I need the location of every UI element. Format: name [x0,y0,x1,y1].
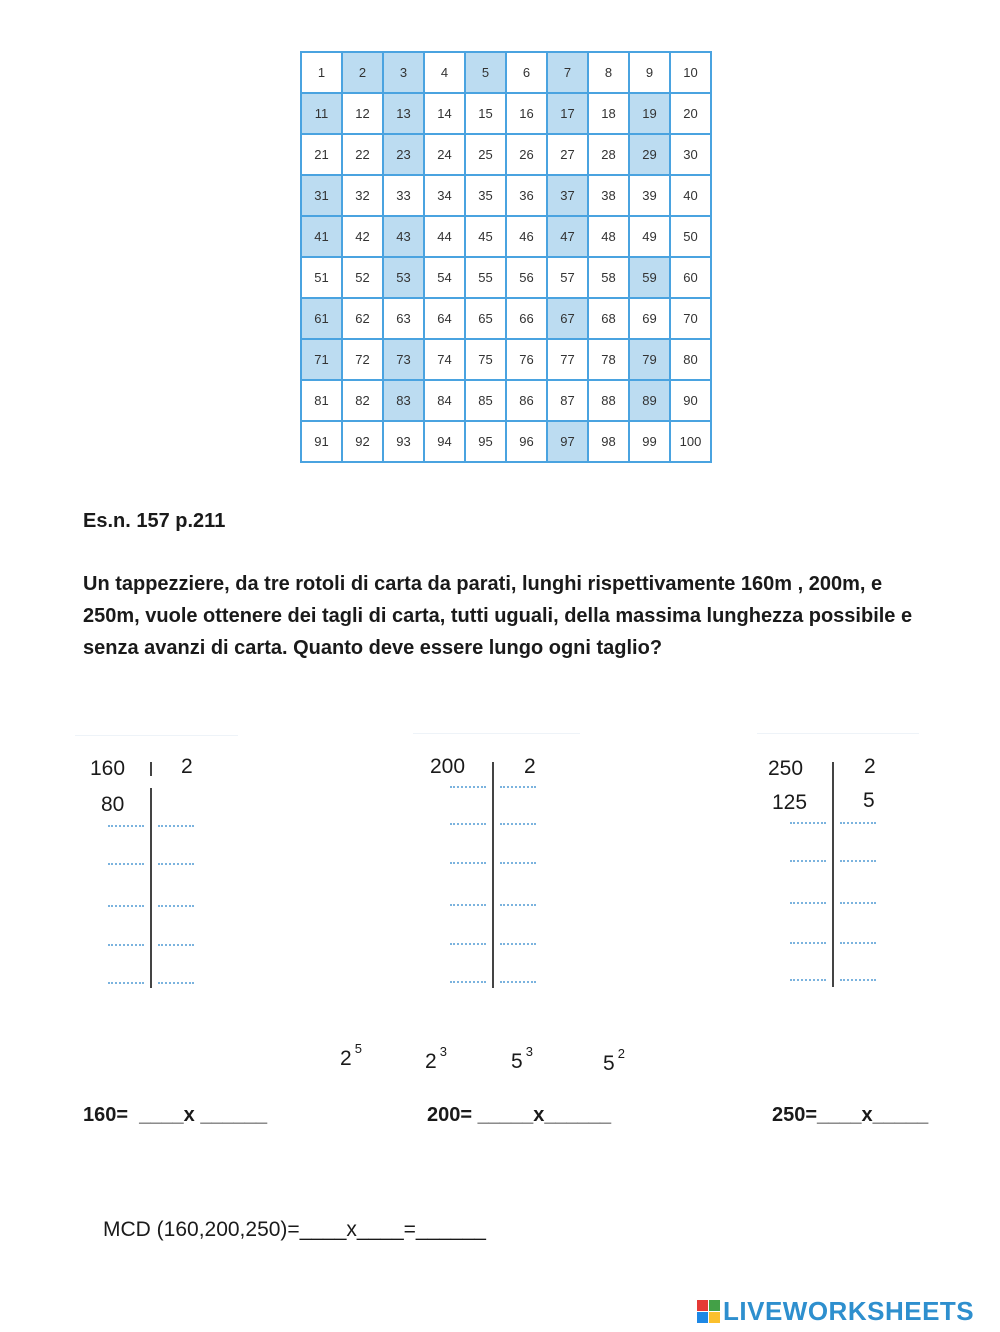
tree-divider-line [492,762,494,988]
grid-cell: 71 [302,340,341,379]
blank-quotient[interactable] [108,863,144,865]
grid-cell: 36 [507,176,546,215]
grid-cell: 75 [466,340,505,379]
grid-cell: 14 [425,94,464,133]
tree-divider-line [150,788,152,988]
grid-cell: 44 [425,217,464,256]
grid-cell: 51 [302,258,341,297]
grid-cell: 78 [589,340,628,379]
grid-cell: 54 [425,258,464,297]
grid-cell: 72 [343,340,382,379]
grid-cell: 84 [425,381,464,420]
grid-cell: 56 [507,258,546,297]
grid-cell: 8 [589,53,628,92]
liveworksheets-logo [697,1296,974,1327]
blank-quotient[interactable] [790,860,826,862]
grid-cell: 80 [671,340,710,379]
grid-cell: 89 [630,381,669,420]
grid-cell: 39 [630,176,669,215]
grid-cell: 18 [589,94,628,133]
grid-cell: 41 [302,217,341,256]
problem-text: Un tappezziere, da tre rotoli di carta da parati, lunghi rispettivamente 160m , 200m, e 250m, vuole ottenere dei tagli di carta, tutti uguali, della massima lunghezza possibile e senza avanzi di carta. Quanto deve essere lungo ogni taglio? [83,573,913,659]
grid-cell: 13 [384,94,423,133]
grid-cell: 38 [589,176,628,215]
tree-divisor: 2 [181,755,193,778]
grid-cell: 27 [548,135,587,174]
power-option[interactable]: 2 $^3$ [425,1044,447,1073]
grid-cell: 28 [589,135,628,174]
grid-cell: 91 [302,422,341,461]
tree-quotient: 125 [772,791,808,814]
grid-cell: 77 [548,340,587,379]
grid-cell: 53 [384,258,423,297]
grid-cell: 26 [507,135,546,174]
grid-cell: 37 [548,176,587,215]
grid-cell: 99 [630,422,669,461]
grid-cell: 92 [343,422,382,461]
grid-cell: 100 [671,422,710,461]
grid-cell: 16 [507,94,546,133]
grid-cell: 31 [302,176,341,215]
grid-cell: 2 [343,53,382,92]
tree-divider-line [832,762,834,987]
blank-quotient[interactable] [108,905,144,907]
grid-cell: 1 [302,53,341,92]
grid-cell: 94 [425,422,464,461]
grid-cell: 7 [548,53,587,92]
blank-divisor[interactable] [500,981,536,983]
grid-cell: 42 [343,217,382,256]
blank-quotient[interactable] [108,982,144,984]
grid-cell: 32 [343,176,382,215]
grid-cell: 52 [343,258,382,297]
grid-cell: 12 [343,94,382,133]
grid-cell: 93 [384,422,423,461]
grid-cell: 90 [671,381,710,420]
grid-cell: 68 [589,299,628,338]
grid-cell: 24 [425,135,464,174]
grid-cell: 48 [589,217,628,256]
grid-cell: 61 [302,299,341,338]
grid-cell: 59 [630,258,669,297]
grid-cell: 43 [384,217,423,256]
grid-cell: 15 [466,94,505,133]
grid-cell: 79 [630,340,669,379]
grid-cell: 65 [466,299,505,338]
grid-cell: 88 [589,381,628,420]
grid-cell: 49 [630,217,669,256]
grid-cell: 50 [671,217,710,256]
tree-quotient: 80 [101,793,125,816]
divider [75,735,238,736]
grid-cell: 4 [425,53,464,92]
liveworksheets-icon [697,1300,720,1323]
grid-cell: 81 [302,381,341,420]
blank-quotient[interactable] [108,825,144,827]
grid-cell: 86 [507,381,546,420]
grid-cell: 97 [548,422,587,461]
blank-divisor[interactable] [158,982,194,984]
grid-cell: 95 [466,422,505,461]
blank-divisor[interactable] [840,979,876,981]
grid-cell: 82 [343,381,382,420]
grid-cell: 11 [302,94,341,133]
blank-divisor[interactable] [840,942,876,944]
blank-divisor[interactable] [158,863,194,865]
tree-number: 250 [768,757,804,780]
blank-quotient[interactable] [450,823,486,825]
grid-cell: 67 [548,299,587,338]
number-grid [300,51,712,463]
divider [413,733,580,734]
grid-cell: 22 [343,135,382,174]
grid-cell: 57 [548,258,587,297]
blank-quotient[interactable] [450,904,486,906]
grid-cell: 96 [507,422,546,461]
grid-cell: 60 [671,258,710,297]
grid-cell: 47 [548,217,587,256]
grid-cell: 33 [384,176,423,215]
grid-cell: 25 [466,135,505,174]
grid-cell: 6 [507,53,546,92]
grid-cell: 74 [425,340,464,379]
grid-cell: 29 [630,135,669,174]
grid-cell: 17 [548,94,587,133]
factor-tree-250 [766,752,926,1012]
blank-divisor[interactable] [840,860,876,862]
tree-divisor: 2 [524,755,536,778]
grid-cell: 46 [507,217,546,256]
equation-250[interactable]: 250=____x_____ [772,1104,929,1126]
grid-cell: 87 [548,381,587,420]
mcd-equation[interactable]: MCD (160,200,250)=____x____=______ [103,1218,486,1241]
factor-tree-160 [85,752,245,1012]
blank-divisor[interactable] [500,786,536,788]
grid-cell: 20 [671,94,710,133]
grid-cell: 62 [343,299,382,338]
grid-cell: 98 [589,422,628,461]
blank-quotient[interactable] [450,862,486,864]
grid-cell: 76 [507,340,546,379]
grid-cell: 23 [384,135,423,174]
grid-cell: 58 [589,258,628,297]
grid-cell: 3 [384,53,423,92]
exercise-reference: Es.n. 157 p.211 [83,510,226,532]
blank-quotient[interactable] [790,979,826,981]
blank-divisor[interactable] [158,825,194,827]
tree-number: 160 [90,757,126,780]
blank-divisor[interactable] [840,902,876,904]
factor-tree-200 [428,752,588,1012]
tree-divisor: 5 [863,789,875,812]
blank-divisor[interactable] [500,862,536,864]
blank-quotient[interactable] [450,943,486,945]
watermark-text: LIVEWORKSHEETS [723,1296,975,1326]
power-option[interactable]: 5 $^2$ [603,1046,625,1075]
grid-cell: 5 [466,53,505,92]
equation-160[interactable]: 160= ____x ______ [83,1104,268,1126]
grid-cell: 9 [630,53,669,92]
grid-cell: 85 [466,381,505,420]
grid-cell: 70 [671,299,710,338]
blank-divisor[interactable] [500,904,536,906]
grid-cell: 10 [671,53,710,92]
grid-cell: 73 [384,340,423,379]
equation-200[interactable]: 200= _____x______ [427,1104,612,1126]
blank-quotient[interactable] [450,981,486,983]
grid-cell: 21 [302,135,341,174]
blank-quotient[interactable] [790,902,826,904]
power-option[interactable]: 2 $^5$ [340,1041,362,1070]
tree-divider-line [150,762,152,776]
tree-divisor: 2 [864,755,876,778]
grid-cell: 83 [384,381,423,420]
grid-cell: 35 [466,176,505,215]
power-option[interactable]: 5 $^3$ [511,1044,533,1073]
grid-cell: 55 [466,258,505,297]
grid-cell: 64 [425,299,464,338]
divider [757,733,919,734]
blank-divisor[interactable] [158,905,194,907]
grid-cell: 45 [466,217,505,256]
blank-quotient[interactable] [790,822,826,824]
grid-cell: 30 [671,135,710,174]
blank-divisor[interactable] [500,823,536,825]
blank-quotient[interactable] [108,944,144,946]
tree-number: 200 [430,755,466,778]
grid-cell: 34 [425,176,464,215]
grid-cell: 66 [507,299,546,338]
blank-quotient[interactable] [790,942,826,944]
blank-divisor[interactable] [840,822,876,824]
blank-divisor[interactable] [500,943,536,945]
grid-cell: 19 [630,94,669,133]
grid-cell: 69 [630,299,669,338]
blank-divisor[interactable] [158,944,194,946]
grid-cell: 40 [671,176,710,215]
blank-quotient[interactable] [450,786,486,788]
grid-cell: 63 [384,299,423,338]
